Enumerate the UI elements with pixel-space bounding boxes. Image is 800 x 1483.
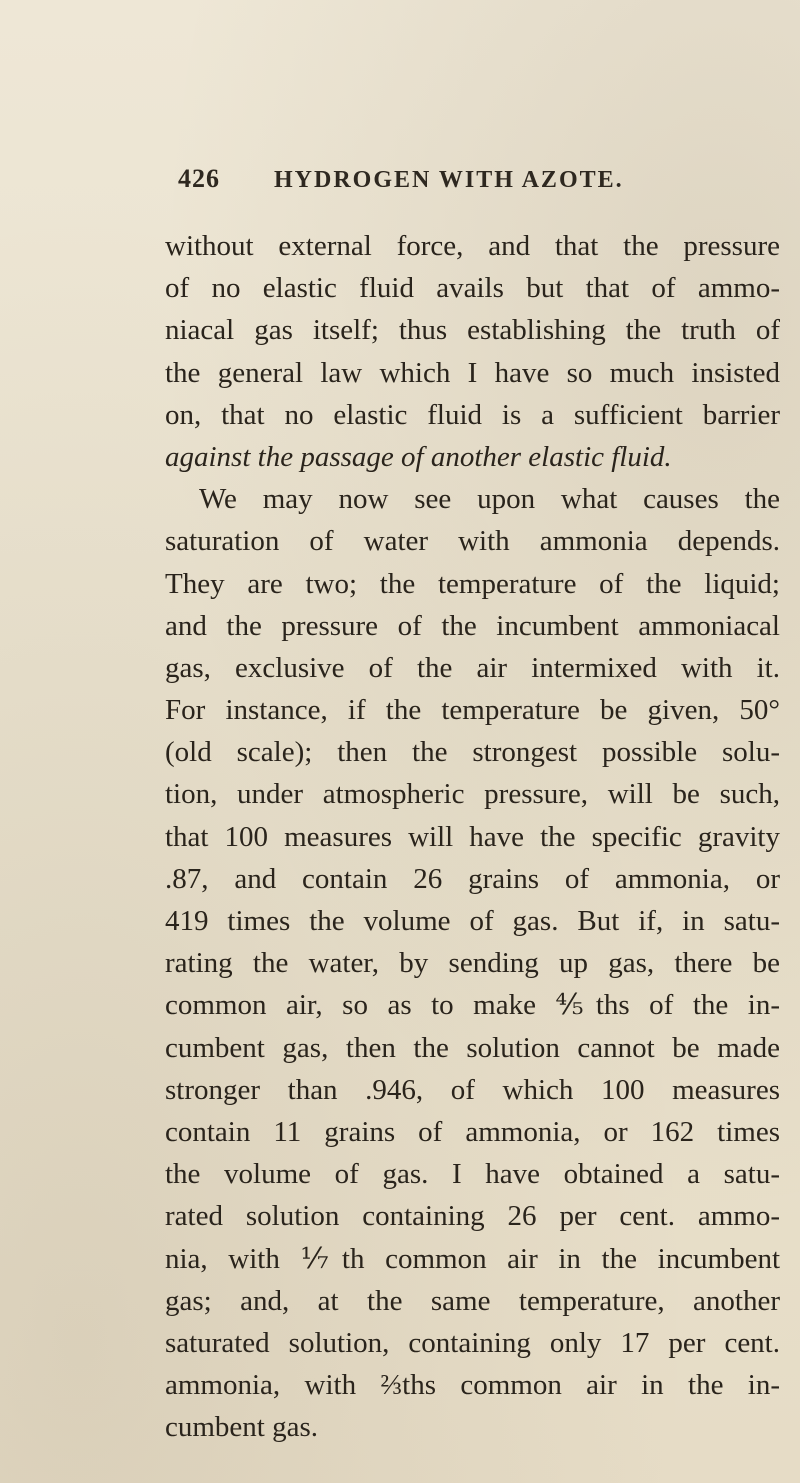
text-line: nia, with ⅐th common air in the incumbent bbox=[165, 1242, 780, 1275]
text-line: They are two; the temperature of the liquid; bbox=[165, 567, 780, 600]
text-line: tion, under atmospheric pressure, will be such, bbox=[165, 778, 780, 811]
page-header bbox=[178, 164, 698, 204]
text-line: cumbent gas, then the solution cannot be made bbox=[165, 1031, 780, 1064]
text-line: common air, so as to make ⅘ths of the in- bbox=[165, 989, 780, 1022]
text-line: without external force, and that the pressure bbox=[165, 230, 780, 262]
text-line: and the pressure of the incumbent ammoniacal bbox=[165, 609, 780, 642]
text-line: niacal gas itself; thus establishing the truth of bbox=[165, 314, 780, 347]
text-line: ammonia, with ⅔ths common air in the in- bbox=[165, 1369, 780, 1402]
running-head: HYDROGEN WITH AZOTE. bbox=[274, 167, 624, 193]
text-line: gas, exclusive of the air intermixed with it. bbox=[165, 651, 780, 684]
text-line: 419 times the volume of gas. But if, in satu- bbox=[165, 905, 780, 937]
text-line: the volume of gas. I have obtained a satu- bbox=[165, 1158, 780, 1191]
text-line: For instance, if the temperature be given, 50° bbox=[165, 694, 780, 727]
text-line: that 100 measures will have the specific gravity bbox=[165, 820, 780, 853]
text-line: contain 11 grains of ammonia, or 162 times bbox=[165, 1115, 780, 1148]
text-line: of no elastic fluid avails but that of ammo- bbox=[165, 272, 780, 305]
text-line: saturation of water with ammonia depends. bbox=[165, 525, 780, 558]
text-line: on, that no elastic fluid is a sufficient barrier bbox=[165, 398, 780, 431]
text-line: stronger than .946, of which 100 measures bbox=[165, 1073, 780, 1106]
text-line: .87, and contain 26 grains of ammonia, or bbox=[165, 862, 780, 895]
text-line: gas; and, at the same temperature, another bbox=[165, 1284, 780, 1317]
body-text bbox=[165, 225, 780, 1448]
text-line: rating the water, by sending up gas, there be bbox=[165, 947, 780, 980]
text-line: the general law which I have so much insisted bbox=[165, 356, 780, 389]
text-line: against the passage of another elastic fluid. bbox=[165, 440, 672, 473]
text-line: cumbent gas. bbox=[165, 1411, 319, 1444]
text-line: We may now see upon what causes the bbox=[199, 483, 780, 516]
page-number: 426 bbox=[178, 164, 220, 193]
text-line: (old scale); then the strongest possible solu- bbox=[165, 736, 780, 769]
text-line: saturated solution, containing only 17 per cent. bbox=[165, 1326, 780, 1359]
text-line: rated solution containing 26 per cent. ammo- bbox=[165, 1200, 780, 1233]
